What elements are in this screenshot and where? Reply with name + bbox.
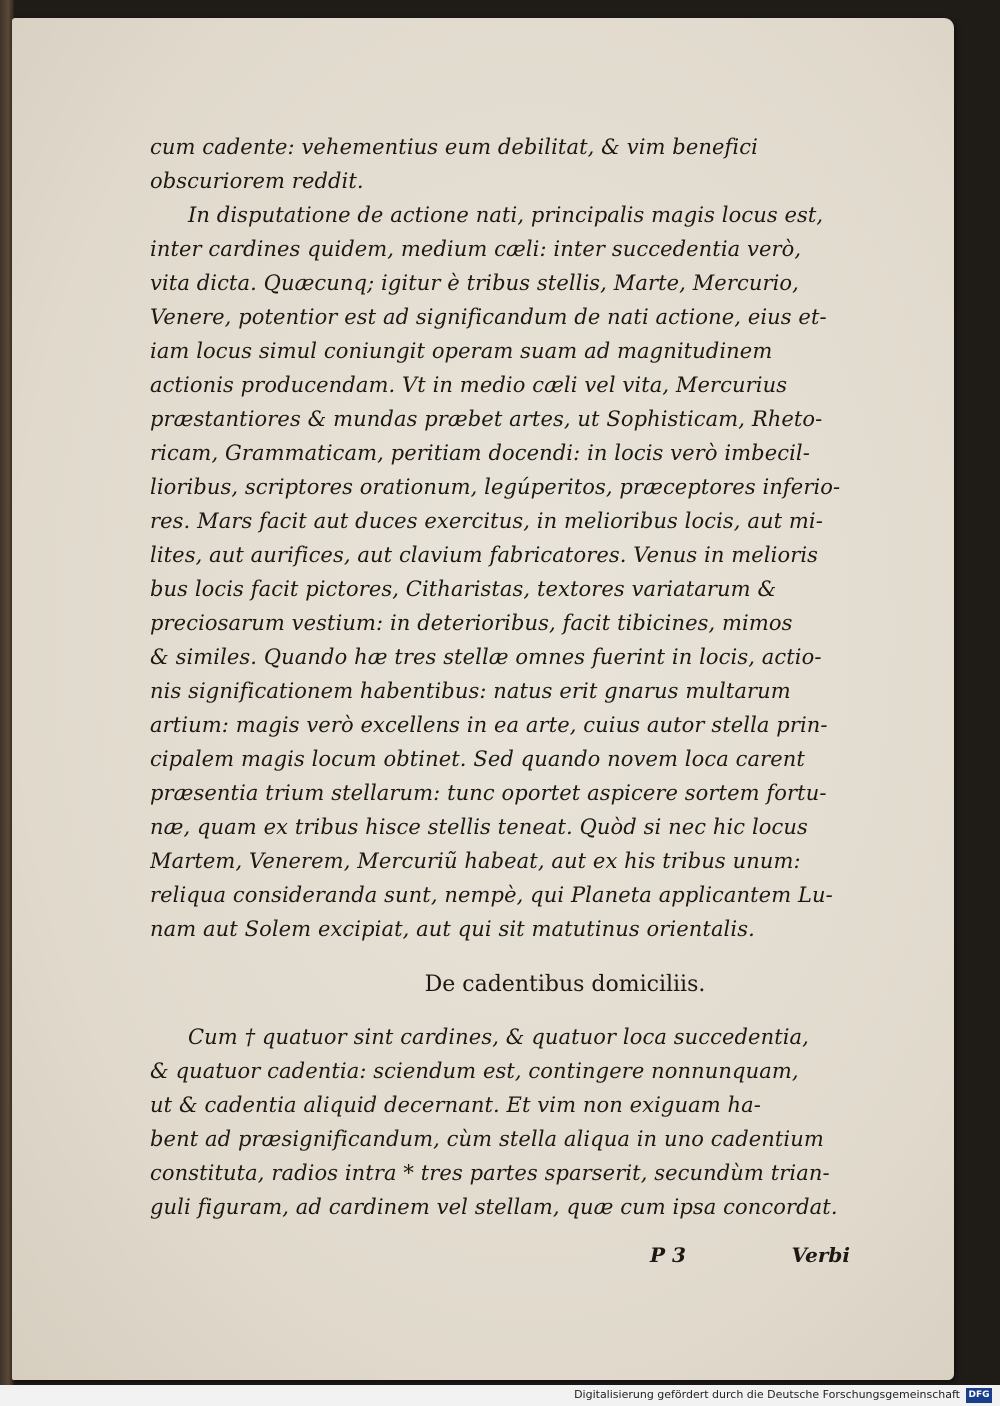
page-footer [650, 1238, 850, 1272]
text-line: bus locis facit pictores, Citharistas, textores variatarum & [150, 577, 777, 601]
text-line: obscuriorem reddit. [150, 169, 364, 193]
text-line: inter cardines quidem, medium cæli: inter succedentia verò, [150, 237, 802, 261]
dfg-logo: DFG [966, 1388, 992, 1403]
text-line: & quatuor cadentia: sciendum est, contingere nonnunquam, [150, 1059, 799, 1083]
text-line: artium: magis verò excellens in ea arte, cuius autor stella prin- [150, 713, 828, 737]
text-line: constituta, radios intra * tres partes sparserit, secundùm trian- [150, 1161, 830, 1185]
text-line: Cum † quatuor sint cardines, & quatuor loca succedentia, [188, 1025, 809, 1049]
catchword: Verbi [791, 1243, 850, 1267]
text-line: Martem, Venerem, Mercuriũ habeat, aut ex his tribus unum: [150, 849, 801, 873]
credit-text: Digitalisierung gefördert durch die Deutsche Forschungsgemeinschaft [574, 1388, 960, 1401]
text-line: guli figuram, ad cardinem vel stellam, quæ cum ipsa concordat. [150, 1195, 838, 1219]
text-line: Venere, potentior est ad significandum de nati actione, eius et- [150, 305, 827, 329]
text-line: lites, aut aurifices, aut clavium fabricatores. Venus in melioris [150, 543, 819, 567]
text-line: præstantiores & mundas præbet artes, ut Sophisticam, Rheto- [150, 407, 823, 431]
text-line: iam locus simul coniungit operam suam ad magnitudinem [150, 339, 773, 363]
text-line: bent ad præsignificandum, cùm stella aliqua in uno cadentium [150, 1127, 824, 1151]
text-line: nis significationem habentibus: natus erit gnarus multarum [150, 679, 791, 703]
text-line: vita dicta. Quæcunq; igitur è tribus stellis, Marte, Mercurio, [150, 271, 799, 295]
text-line: actionis producendam. Vt in medio cæli vel vita, Mercurius [150, 373, 788, 397]
section-heading: De cadentibus domiciliis. [424, 972, 706, 997]
text-line: cipalem magis locum obtinet. Sed quando novem loca carent [150, 747, 805, 771]
text-line: In disputatione de actione nati, principalis magis locus est, [188, 203, 824, 227]
signature-mark: P 3 [650, 1243, 686, 1267]
text-line: præsentia trium stellarum: tunc oportet aspicere sortem fortu- [150, 781, 827, 805]
text-line: ut & cadentia aliquid decernant. Et vim non exiguam ha- [150, 1093, 761, 1117]
main-text-block [150, 130, 850, 1267]
text-line: nam aut Solem excipiat, aut qui sit matutinus orientalis. [150, 917, 755, 941]
credit-bar [0, 1385, 1000, 1406]
text-line: res. Mars facit aut duces exercitus, in melioribus locis, aut mi- [150, 509, 823, 533]
text-line: & similes. Quando hæ tres stellæ omnes fuerint in locis, actio- [150, 645, 822, 669]
text-line: reliqua consideranda sunt, nempè, qui Planeta applicantem Lu- [150, 883, 833, 907]
text-line: ricam, Grammaticam, peritiam docendi: in locis verò imbecil- [150, 441, 810, 465]
text-line: cum cadente: vehementius eum debilitat, & vim benefici [150, 135, 758, 159]
text-line: preciosarum vestium: in deterioribus, facit tibicines, mimos [150, 611, 793, 635]
text-line: lioribus, scriptores orationum, legúperitos, præceptores inferio- [150, 475, 841, 499]
book-page [12, 18, 954, 1380]
section-text-block [150, 1020, 850, 1224]
text-line: næ, quam ex tribus hisce stellis teneat. Quòd si nec hic locus [150, 815, 808, 839]
